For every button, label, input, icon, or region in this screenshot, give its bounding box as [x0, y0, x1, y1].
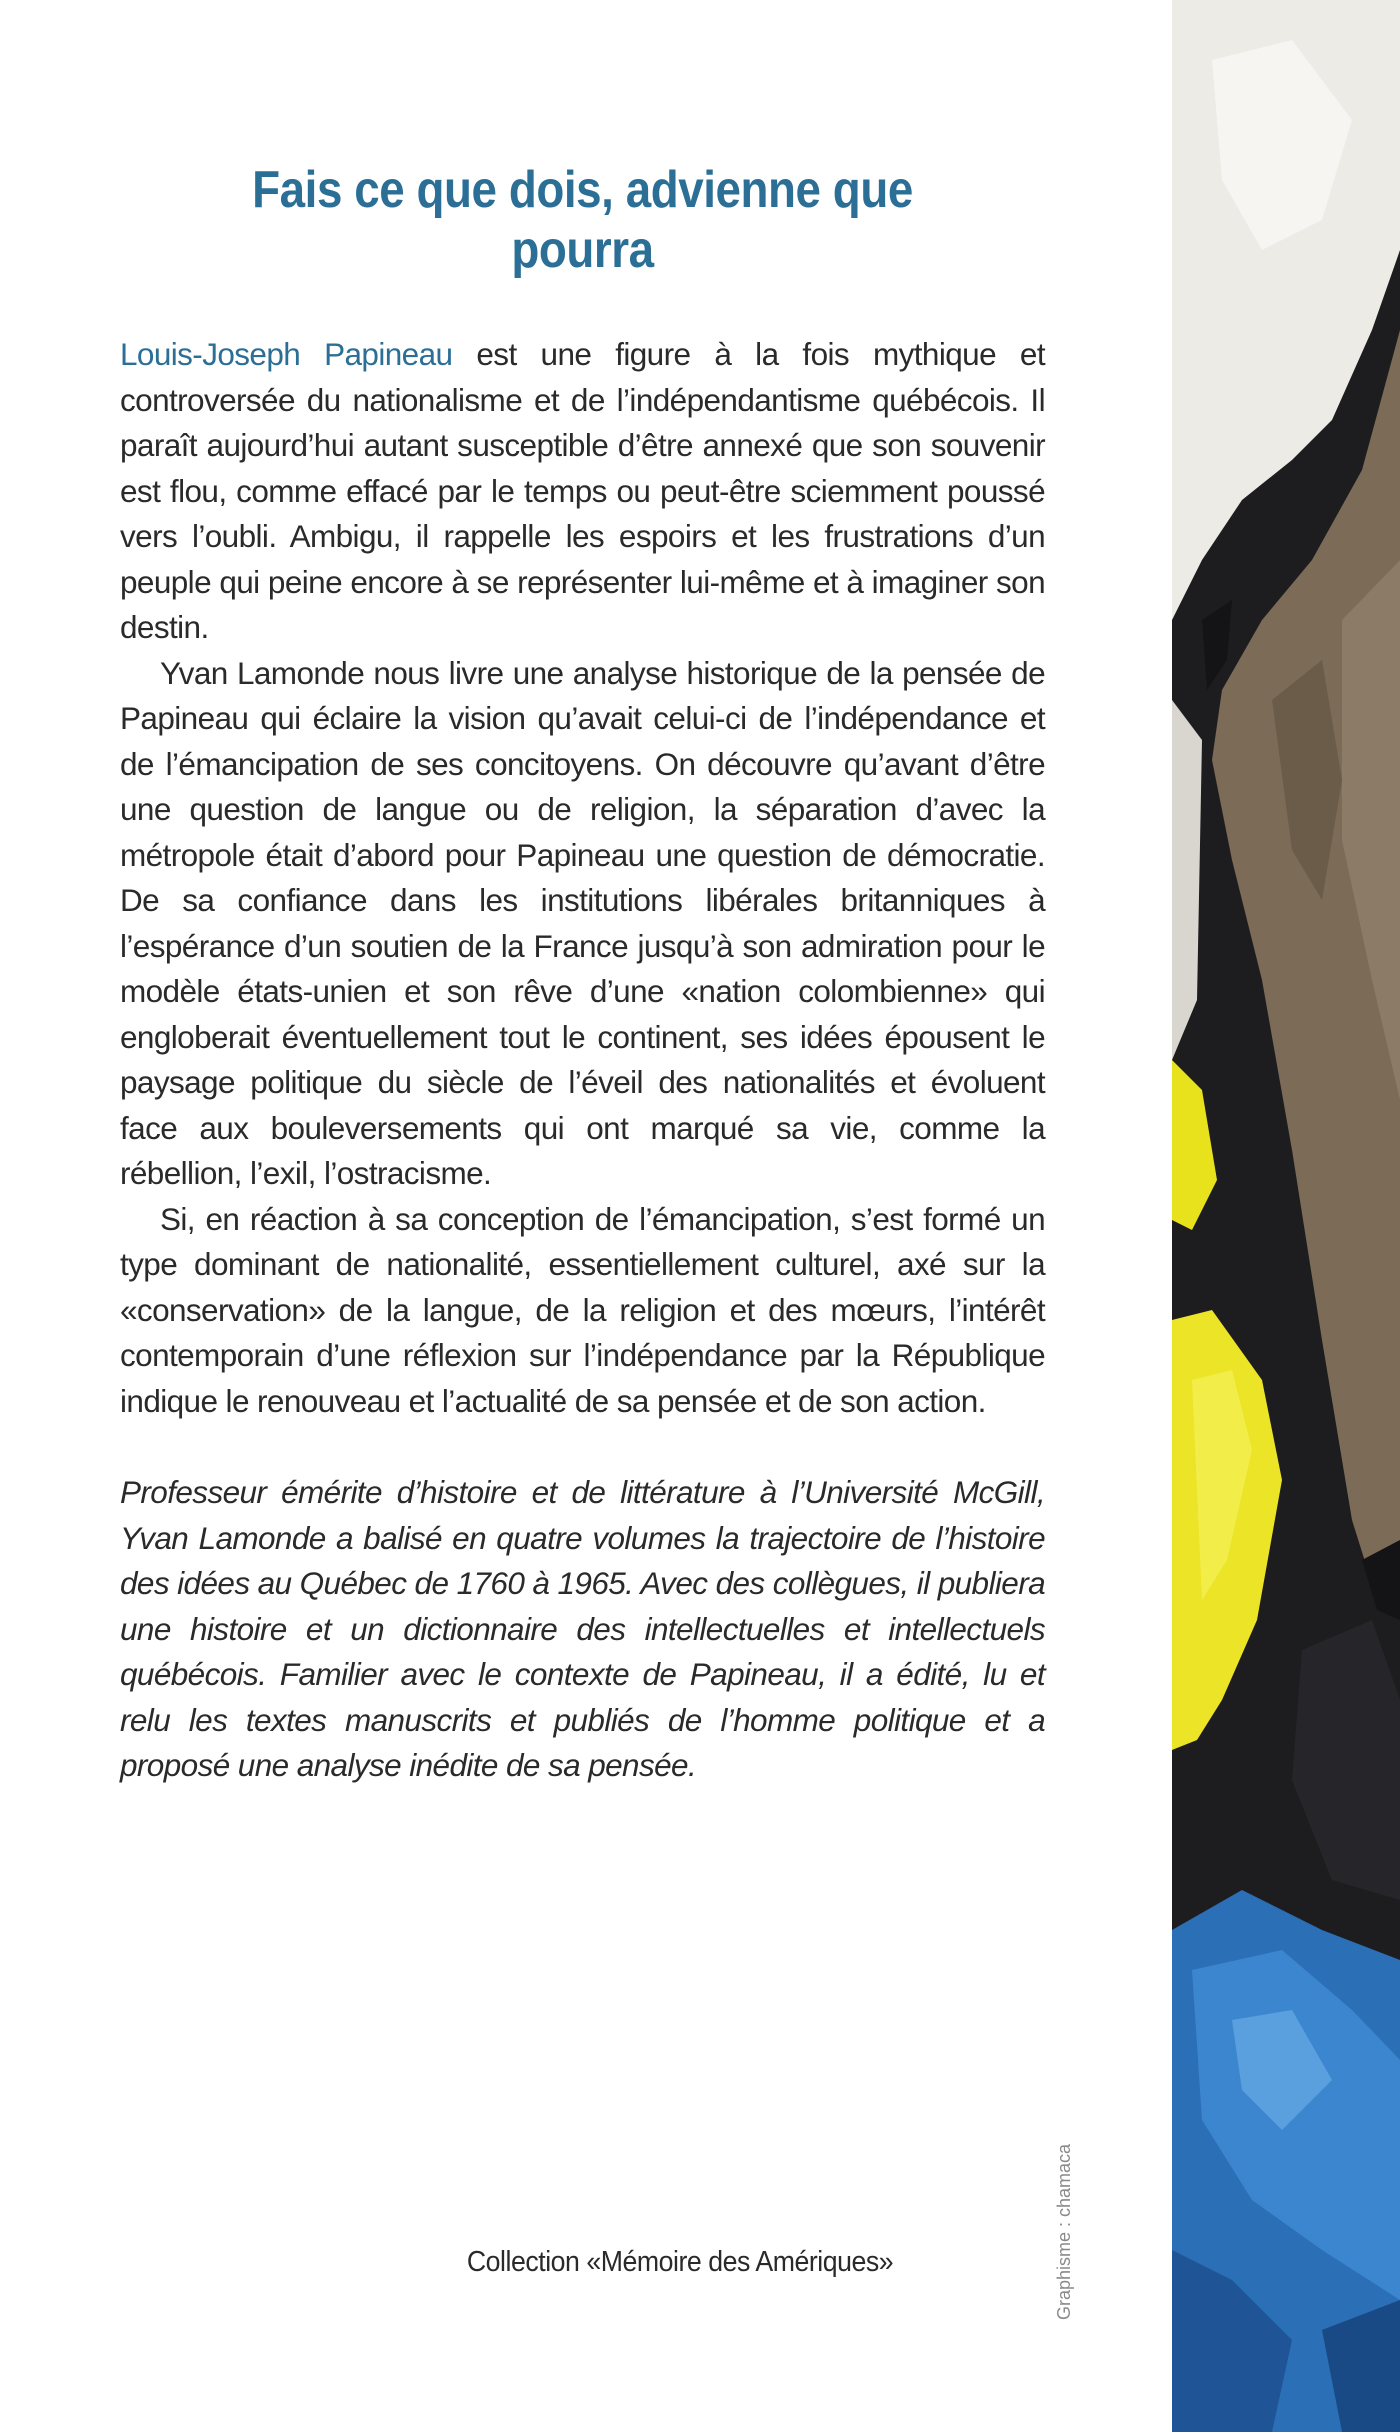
design-credit: Graphisme : chamaca [1054, 2143, 1074, 2320]
paragraph-1 [120, 332, 1045, 651]
main-content [120, 160, 1045, 1820]
abstract-painting-image [1172, 0, 1400, 2432]
paragraph-2: Yvan Lamonde nous livre une analyse historique de la pensée de Papineau qui éclaire la vision qu’avait celui-ci de l’indépendance et de l’émancipation de ses concitoyens. On découvre qu’avant d’être une question de langue ou de religion, la séparation d’avec la métropole était d’abord pour Papineau une question de démocratie. De sa confiance dans les institutions libérales britanniques à l’espérance d’un soutien de la France jusqu’à son admiration pour le modèle états-unien et son rêve d’une «nation colombienne» qui engloberait éventuellement tout le continent, ses idées épousent le paysage politique du siècle de l’éveil des nationalités et évoluent face aux bouleversements qui ont marqué sa vie, comme la rébellion, l’exil, l’ostracisme. [120, 654, 1045, 1191]
book-title: Fais ce que dois, advienne que pourra [252, 161, 913, 279]
paragraph-3: Si, en réaction à sa conception de l’émancipation, s’est formé un type dominant de nationalité, essentiellement culturel, axé sur la «conservation» de la langue, de la religion et des mœurs, l’intérêt contemporain d’une réflexion sur l’indépendance par la République indique le renouveau et l’actualité de sa pensée et de son action. [120, 1200, 1045, 1419]
author-bio: Professeur émérite d’histoire et de littérature à l’Université McGill, Yvan Lamonde a balisé en quatre volumes la trajectoire de l’histoire des idées au Québec de 1760 à 1965. Avec des collègues, il publiera une histoire et un dictionnaire des intellectuelles et intellectuels québécois. Familier avec le contexte de Papineau, il a édité, lu et relu les textes manuscrits et publiés de l’homme politique et a proposé une analyse inédite de sa pensée. [120, 1474, 1045, 1783]
collection-name: Collection «Mémoire des Amériques» [466, 2246, 894, 2278]
cover-artwork-strip [1172, 0, 1400, 2432]
subject-name: Louis-Joseph Papineau [120, 336, 453, 372]
paragraph-1-text: est une figure à la fois mythique et controversée du nationalisme et de l’indépendantisme québécois. Il paraît aujourd’hui autant susceptible d’être annexé que son souvenir est flou, comme effacé par le temps ou peut-être sciemment poussé vers l’oubli. Ambigu, il rappelle les espoirs et les frustrations d’un peuple qui peine encore à se représenter lui-même et à imaginer son destin. [120, 336, 1046, 645]
blurb-text [120, 332, 1045, 1424]
